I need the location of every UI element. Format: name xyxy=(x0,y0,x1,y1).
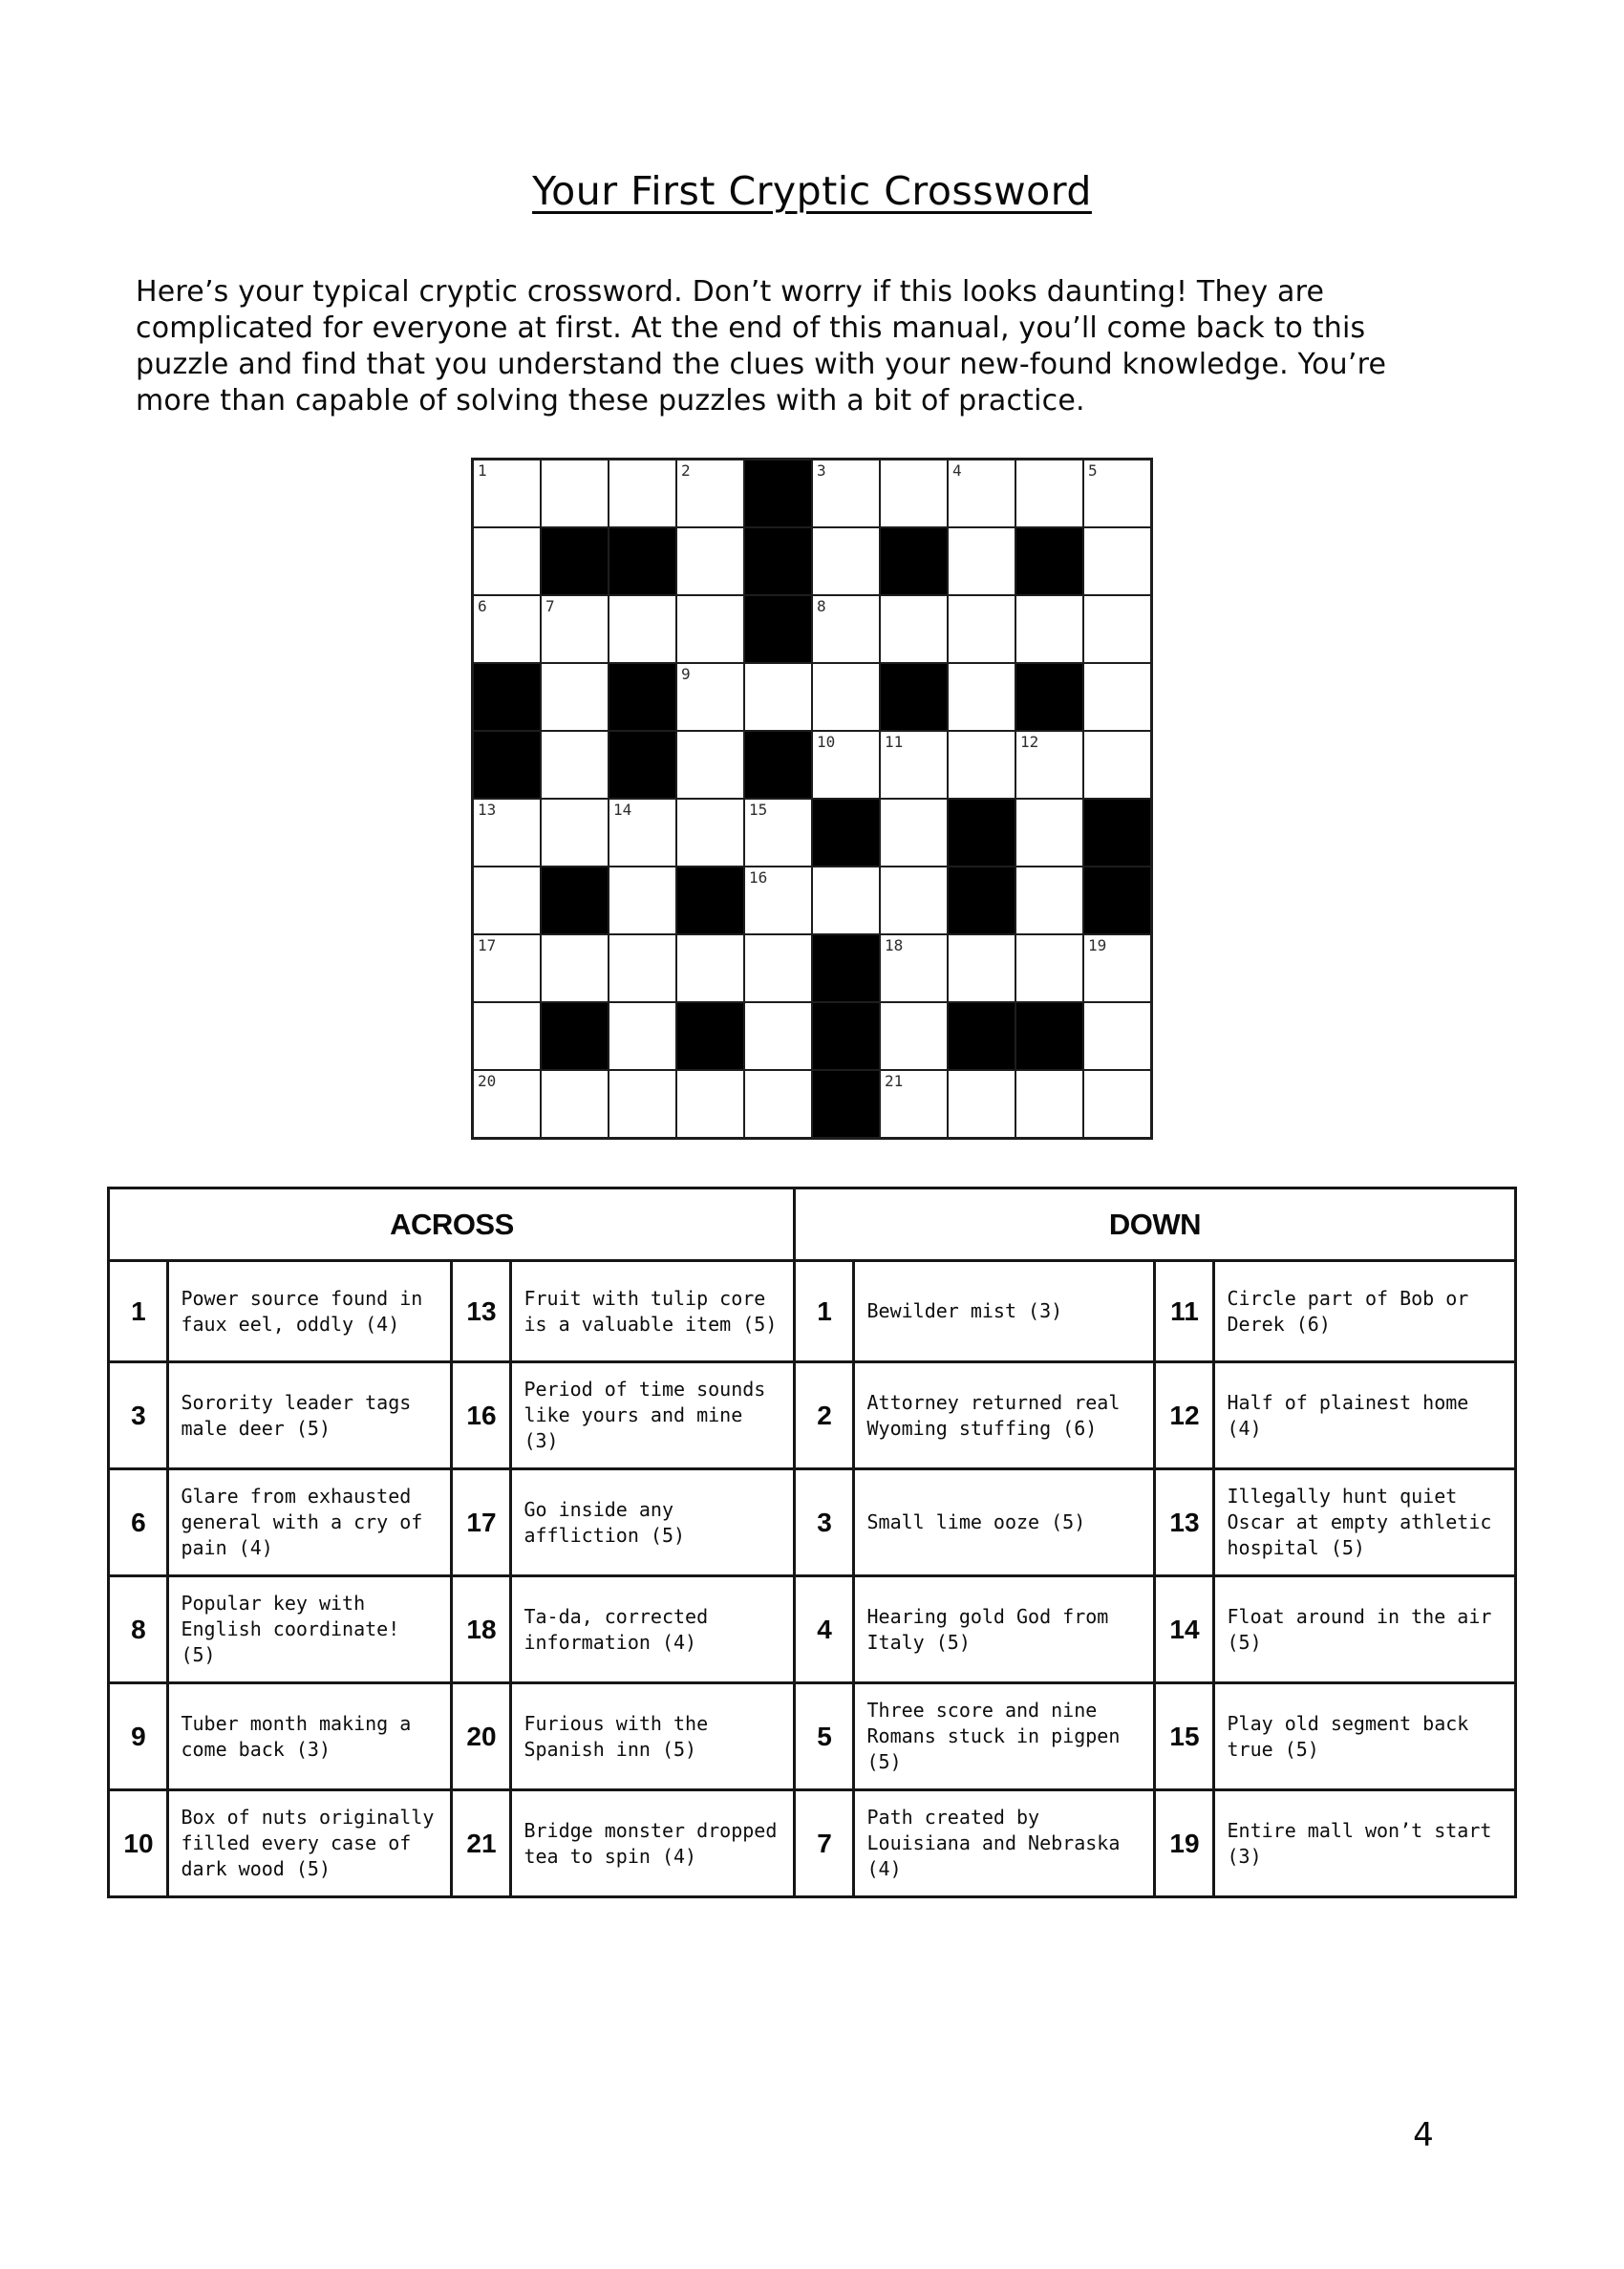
across-clue-number: 10 xyxy=(109,1790,168,1897)
grid-cell-white xyxy=(1083,1070,1151,1138)
grid-cell-black xyxy=(1083,867,1151,934)
grid-cell-number: 7 xyxy=(545,597,555,615)
grid-cell-black xyxy=(541,527,609,595)
across-clue-text: Fruit with tulip core is a valuable item (5) xyxy=(511,1261,795,1362)
down-clue-number: 4 xyxy=(795,1576,854,1683)
grid-cell-number: 21 xyxy=(885,1072,904,1090)
grid-cell-white xyxy=(473,460,541,527)
grid-cell-white xyxy=(609,1070,676,1138)
grid-cell-white xyxy=(1083,663,1151,731)
grid-cell-white xyxy=(880,731,948,799)
down-clue-text: Attorney returned real Wyoming stuffing (6) xyxy=(854,1362,1155,1469)
across-clue-text: Ta-da, corrected information (4) xyxy=(511,1576,795,1683)
grid-cell-white xyxy=(473,527,541,595)
across-clue-text: Go inside any affliction (5) xyxy=(511,1469,795,1576)
grid-cell-number: 19 xyxy=(1088,936,1107,954)
down-clue-text: Small lime ooze (5) xyxy=(854,1469,1155,1576)
grid-cell-white xyxy=(1083,595,1151,663)
down-clue-text: Float around in the air (5) xyxy=(1214,1576,1515,1683)
grid-cell-number: 10 xyxy=(817,733,836,751)
grid-cell-number: 18 xyxy=(885,936,904,954)
grid-cell-black xyxy=(609,731,676,799)
grid-cell-white xyxy=(1083,527,1151,595)
across-clue-text: Sorority leader tags male deer (5) xyxy=(168,1362,452,1469)
grid-cell-white xyxy=(880,867,948,934)
grid-cell-white xyxy=(609,1002,676,1070)
across-clue-text: Box of nuts originally filled every case of dark wood (5) xyxy=(168,1790,452,1897)
grid-cell-number: 2 xyxy=(681,461,691,480)
grid-cell-black xyxy=(880,527,948,595)
grid-cell-black xyxy=(676,867,744,934)
grid-cell-number: 15 xyxy=(749,801,768,819)
grid-cell-black xyxy=(880,663,948,731)
grid-cell-white xyxy=(948,460,1015,527)
crossword-grid-container xyxy=(471,458,1153,1140)
grid-cell-white xyxy=(676,527,744,595)
grid-cell-white xyxy=(948,663,1015,731)
down-clue-number: 11 xyxy=(1155,1261,1214,1362)
down-clue-text: Three score and nine Romans stuck in pigpen (5) xyxy=(854,1683,1155,1790)
grid-cell-white xyxy=(541,934,609,1002)
crossword-grid xyxy=(471,458,1153,1140)
grid-cell-white xyxy=(1015,799,1083,867)
grid-cell-number: 17 xyxy=(478,936,497,954)
clue-row xyxy=(109,1683,1515,1790)
grid-cell-number: 20 xyxy=(478,1072,497,1090)
grid-cell-white xyxy=(744,867,812,934)
grid-cell-black xyxy=(812,1070,880,1138)
grid-cell-white xyxy=(1083,934,1151,1002)
clue-row xyxy=(109,1576,1515,1683)
grid-cell-white xyxy=(812,663,880,731)
grid-cell-white xyxy=(880,934,948,1002)
grid-cell-black xyxy=(744,527,812,595)
grid-cell-number: 16 xyxy=(749,868,768,887)
down-clue-number: 12 xyxy=(1155,1362,1214,1469)
down-clue-number: 7 xyxy=(795,1790,854,1897)
across-clue-text: Popular key with English coordinate! (5) xyxy=(168,1576,452,1683)
grid-cell-number: 9 xyxy=(681,665,691,683)
grid-cell-white xyxy=(609,595,676,663)
grid-cell-black xyxy=(812,934,880,1002)
across-header: ACROSS xyxy=(109,1188,795,1261)
page-number: 4 xyxy=(1413,2116,1434,2154)
across-clue-text: Glare from exhausted general with a cry of pain (4) xyxy=(168,1469,452,1576)
down-clue-number: 19 xyxy=(1155,1790,1214,1897)
across-clue-number: 6 xyxy=(109,1469,168,1576)
grid-cell-white xyxy=(473,1070,541,1138)
grid-cell-white xyxy=(880,1070,948,1138)
down-clue-number: 13 xyxy=(1155,1469,1214,1576)
down-clue-text: Bewilder mist (3) xyxy=(854,1261,1155,1362)
grid-cell-white xyxy=(541,663,609,731)
document-page xyxy=(0,167,1624,2269)
across-clue-number: 18 xyxy=(452,1576,511,1683)
grid-cell-black xyxy=(473,663,541,731)
grid-cell-white xyxy=(1083,731,1151,799)
grid-cell-white xyxy=(676,934,744,1002)
grid-cell-black xyxy=(1083,799,1151,867)
grid-cell-black xyxy=(541,1002,609,1070)
grid-cell-number: 1 xyxy=(478,461,487,480)
grid-cell-white xyxy=(473,867,541,934)
grid-cell-white xyxy=(880,799,948,867)
grid-cell-white xyxy=(948,527,1015,595)
grid-cell-white xyxy=(1015,1070,1083,1138)
across-clue-text: Power source found in faux eel, oddly (4) xyxy=(168,1261,452,1362)
down-clue-number: 15 xyxy=(1155,1683,1214,1790)
down-clue-number: 5 xyxy=(795,1683,854,1790)
grid-cell-white xyxy=(473,934,541,1002)
grid-cell-black xyxy=(948,1002,1015,1070)
grid-cell-white xyxy=(812,527,880,595)
down-clue-text: Illegally hunt quiet Oscar at empty athletic hospital (5) xyxy=(1214,1469,1515,1576)
across-clue-number: 20 xyxy=(452,1683,511,1790)
grid-cell-white xyxy=(1015,460,1083,527)
grid-cell-white xyxy=(1015,934,1083,1002)
grid-cell-white xyxy=(1015,595,1083,663)
grid-cell-number: 12 xyxy=(1020,733,1039,751)
grid-cell-white xyxy=(609,460,676,527)
grid-cell-black xyxy=(609,527,676,595)
down-clue-number: 14 xyxy=(1155,1576,1214,1683)
clue-row xyxy=(109,1362,1515,1469)
across-clue-number: 17 xyxy=(452,1469,511,1576)
grid-cell-black xyxy=(948,867,1015,934)
down-clue-text: Path created by Louisiana and Nebraska (4) xyxy=(854,1790,1155,1897)
grid-cell-white xyxy=(473,1002,541,1070)
grid-cell-white xyxy=(744,934,812,1002)
grid-cell-white xyxy=(676,460,744,527)
down-clue-number: 2 xyxy=(795,1362,854,1469)
across-clue-number: 9 xyxy=(109,1683,168,1790)
grid-cell-white xyxy=(609,867,676,934)
grid-cell-black xyxy=(1015,663,1083,731)
grid-cell-white xyxy=(1083,1002,1151,1070)
clue-row xyxy=(109,1469,1515,1576)
grid-cell-white xyxy=(948,1070,1015,1138)
grid-cell-white xyxy=(744,1002,812,1070)
grid-cell-number: 13 xyxy=(478,801,497,819)
grid-cell-white xyxy=(948,934,1015,1002)
down-clue-number: 3 xyxy=(795,1469,854,1576)
across-clue-number: 1 xyxy=(109,1261,168,1362)
clue-row xyxy=(109,1261,1515,1362)
grid-cell-white xyxy=(744,1070,812,1138)
grid-cell-white xyxy=(676,799,744,867)
clues-table xyxy=(107,1187,1516,1898)
grid-cell-white xyxy=(812,595,880,663)
grid-cell-white xyxy=(541,799,609,867)
page-title: Your First Cryptic Crossword xyxy=(532,168,1092,214)
grid-cell-white xyxy=(676,663,744,731)
across-clue-text: Period of time sounds like yours and mine (3) xyxy=(511,1362,795,1469)
grid-cell-number: 11 xyxy=(885,733,904,751)
grid-cell-white xyxy=(948,731,1015,799)
across-clue-number: 21 xyxy=(452,1790,511,1897)
intro-paragraph: Here’s your typical cryptic crossword. Don’t worry if this looks daunting! They are complicated for everyone at first. At the end of this manual, you’ll come back to this puzzle and find that you understand the clues with your new-found knowledge. You’re more than capable of solving these puzzles with a bit of practice. xyxy=(136,275,1387,417)
grid-cell-white xyxy=(744,799,812,867)
across-clue-text: Bridge monster dropped tea to spin (4) xyxy=(511,1790,795,1897)
grid-cell-number: 14 xyxy=(613,801,632,819)
grid-cell-number: 6 xyxy=(478,597,487,615)
grid-cell-white xyxy=(1083,460,1151,527)
grid-cell-black xyxy=(744,595,812,663)
grid-cell-black xyxy=(473,731,541,799)
grid-cell-white xyxy=(812,867,880,934)
down-header: DOWN xyxy=(795,1188,1515,1261)
grid-cell-black xyxy=(609,663,676,731)
grid-cell-number: 5 xyxy=(1088,461,1098,480)
grid-cell-white xyxy=(1015,867,1083,934)
grid-cell-number: 8 xyxy=(817,597,826,615)
down-clue-text: Hearing gold God from Italy (5) xyxy=(854,1576,1155,1683)
grid-cell-white xyxy=(609,934,676,1002)
grid-cell-black xyxy=(744,731,812,799)
grid-cell-white xyxy=(541,460,609,527)
clue-row xyxy=(109,1790,1515,1897)
grid-cell-white xyxy=(744,663,812,731)
grid-cell-white xyxy=(541,595,609,663)
clues-header xyxy=(109,1188,1515,1261)
grid-cell-white xyxy=(541,1070,609,1138)
grid-cell-black xyxy=(1015,1002,1083,1070)
grid-cell-black xyxy=(812,799,880,867)
grid-cell-white xyxy=(676,1070,744,1138)
down-clue-text: Entire mall won’t start (3) xyxy=(1214,1790,1515,1897)
grid-cell-black xyxy=(1015,527,1083,595)
across-clue-number: 8 xyxy=(109,1576,168,1683)
grid-cell-white xyxy=(880,1002,948,1070)
clues-body xyxy=(109,1261,1515,1897)
grid-cell-white xyxy=(541,731,609,799)
down-clue-text: Play old segment back true (5) xyxy=(1214,1683,1515,1790)
grid-cell-black xyxy=(948,799,1015,867)
across-clue-text: Furious with the Spanish inn (5) xyxy=(511,1683,795,1790)
grid-cell-black xyxy=(744,460,812,527)
across-clue-text: Tuber month making a come back (3) xyxy=(168,1683,452,1790)
grid-cell-white xyxy=(1015,731,1083,799)
grid-cell-black xyxy=(541,867,609,934)
grid-cell-white xyxy=(812,731,880,799)
down-clue-number: 1 xyxy=(795,1261,854,1362)
across-clue-number: 13 xyxy=(452,1261,511,1362)
grid-cell-white xyxy=(473,595,541,663)
grid-cell-white xyxy=(676,731,744,799)
down-clue-text: Circle part of Bob or Derek (6) xyxy=(1214,1261,1515,1362)
grid-cell-white xyxy=(676,595,744,663)
across-clue-number: 16 xyxy=(452,1362,511,1469)
grid-cell-number: 3 xyxy=(817,461,826,480)
grid-cell-white xyxy=(473,799,541,867)
grid-cell-white xyxy=(812,460,880,527)
grid-cell-white xyxy=(609,799,676,867)
across-clue-number: 3 xyxy=(109,1362,168,1469)
grid-cell-white xyxy=(880,460,948,527)
grid-cell-number: 4 xyxy=(952,461,962,480)
grid-cell-white xyxy=(948,595,1015,663)
grid-cell-white xyxy=(880,595,948,663)
grid-cell-black xyxy=(812,1002,880,1070)
down-clue-text: Half of plainest home (4) xyxy=(1214,1362,1515,1469)
grid-cell-black xyxy=(676,1002,744,1070)
